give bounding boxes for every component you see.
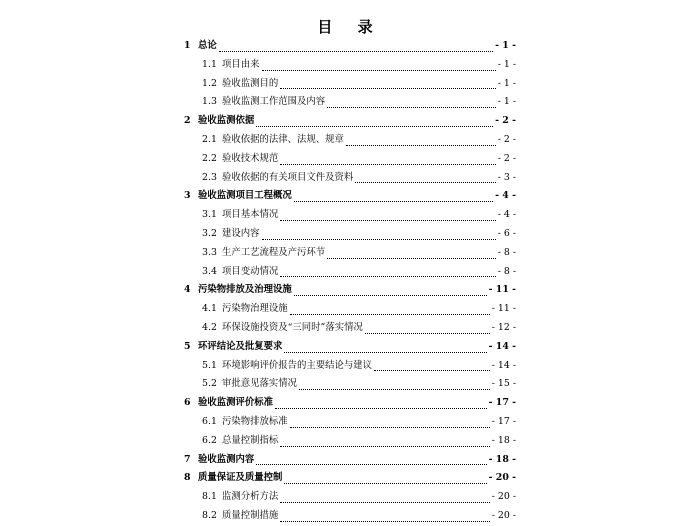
toc-section-entry[interactable] [184, 75, 516, 94]
toc-dot-leader [365, 333, 490, 334]
toc-dot-leader [280, 502, 490, 503]
toc-entry-number: 1.2 [202, 77, 217, 89]
toc-entry-page: - 12 - [491, 321, 516, 333]
toc-section-entry[interactable] [184, 206, 516, 225]
toc-title: 目 录 [317, 18, 383, 36]
toc-chapter-entry[interactable] [184, 112, 516, 131]
toc-entry-page: - 1 - [497, 58, 516, 70]
toc-dot-leader [262, 70, 496, 71]
toc-entry-number: 6.2 [202, 434, 217, 446]
toc-entry-page: - 11 - [488, 284, 516, 296]
toc-entry-title: 验收监测工作范围及内容 [222, 96, 326, 108]
toc-entry-number: 2 [184, 115, 191, 127]
toc-section-entry[interactable] [184, 357, 516, 376]
toc-entry-title: 项目基本情况 [222, 209, 279, 221]
toc-entry-page: - 20 - [491, 491, 516, 503]
toc-entry-number: 3.3 [202, 246, 217, 258]
toc-dot-leader [355, 182, 495, 183]
toc-dot-leader [219, 51, 493, 52]
toc-section-entry[interactable] [184, 319, 516, 338]
toc-section-entry[interactable] [184, 225, 516, 244]
toc-dot-leader [299, 389, 490, 390]
toc-entry-page: - 2 - [497, 133, 516, 145]
toc-chapter-entry[interactable] [184, 281, 516, 300]
toc-entry-number: 2.2 [202, 152, 217, 164]
toc-dot-leader [346, 145, 496, 146]
toc-section-entry[interactable] [184, 169, 516, 188]
toc-entry-page: - 1 - [497, 96, 516, 108]
toc-entry-title: 验收依据的法律、法规、规章 [222, 133, 344, 145]
toc-entry-title: 项目变动情况 [222, 265, 279, 277]
toc-section-entry[interactable] [184, 375, 516, 394]
toc-entry-page: - 1 - [495, 40, 516, 51]
toc-entry-number: 7 [184, 453, 191, 465]
toc-entry-title: 验收监测内容 [198, 453, 255, 465]
toc-entry-page: - 14 - [488, 340, 516, 352]
toc-entry-page: - 20 - [488, 472, 516, 484]
toc-section-entry[interactable] [184, 507, 516, 526]
toc-entry-title: 生产工艺流程及产污环节 [222, 246, 326, 258]
toc-dot-leader [290, 314, 490, 315]
toc-section-entry[interactable] [184, 131, 516, 150]
toc-entry-number: 5 [184, 340, 191, 352]
toc-entry-title: 验收监测依据 [198, 115, 255, 127]
toc-section-entry[interactable] [184, 93, 516, 112]
toc-section-entry[interactable] [184, 244, 516, 263]
toc-entry-number: 1.3 [202, 96, 217, 108]
toc-dot-leader [262, 239, 496, 240]
toc-dot-leader [327, 258, 496, 259]
toc-entry-page: - 1 - [497, 77, 516, 89]
toc-entry-title: 质量保证及质量控制 [198, 472, 283, 484]
toc-entry-title: 验收依据的有关项目文件及资料 [222, 171, 354, 183]
toc-entry-page: - 8 - [497, 246, 516, 258]
toc-entry-number: 4 [184, 284, 191, 296]
toc-entry-title: 污染物排放及治理设施 [198, 284, 292, 296]
toc-entry-title: 总量控制指标 [222, 434, 279, 446]
toc-entry-number: 2.1 [202, 133, 217, 145]
toc-entry-title: 污染物排放标准 [222, 415, 288, 427]
toc-dot-leader [294, 295, 487, 296]
toc-entry-page: - 11 - [491, 303, 516, 315]
toc-entry-page: - 4 - [495, 190, 516, 202]
toc-section-entry[interactable] [184, 150, 516, 169]
toc-entry-page: - 14 - [491, 359, 516, 371]
toc-entry-title: 环评结论及批复要求 [198, 340, 283, 352]
toc-entry-number: 3.4 [202, 265, 217, 277]
toc-dot-leader [280, 88, 495, 89]
toc-dot-leader [256, 464, 486, 465]
toc-entry-page: - 4 - [497, 209, 516, 221]
toc-dot-leader [280, 276, 495, 277]
toc-section-entry[interactable] [184, 300, 516, 319]
toc-entry-page: - 2 - [495, 115, 516, 127]
toc-chapter-entry[interactable] [184, 187, 516, 206]
toc-section-entry[interactable] [184, 56, 516, 75]
toc-entry-number: 8 [184, 472, 191, 484]
toc-entry-page: - 8 - [497, 265, 516, 277]
toc-entry-title: 验收监测评价标准 [198, 397, 274, 409]
toc-dot-leader [280, 220, 495, 221]
toc-dot-leader [327, 107, 496, 108]
toc-entry-number: 1 [184, 40, 191, 51]
toc-entry-page: - 15 - [491, 378, 516, 390]
toc-entry-number: 3 [184, 190, 191, 202]
toc-entry-title: 环境影响评价报告的主要结论与建议 [222, 359, 373, 371]
toc-entry-title: 项目由来 [222, 58, 260, 70]
toc-entry-page: - 17 - [488, 397, 516, 409]
toc-entry-page: - 2 - [497, 152, 516, 164]
toc-entry-page: - 17 - [491, 415, 516, 427]
toc-entry-page: - 20 - [491, 509, 516, 521]
toc-entry-title: 验收监测项目工程概况 [198, 190, 292, 202]
toc-entry-number: 5.1 [202, 359, 217, 371]
toc-section-entry[interactable] [184, 488, 516, 507]
toc-entry-number: 3.2 [202, 227, 217, 239]
toc-entry-number: 8.1 [202, 491, 217, 503]
toc-dot-leader [275, 408, 487, 409]
toc-section-entry[interactable] [184, 413, 516, 432]
toc-entry-page: - 18 - [491, 434, 516, 446]
toc-chapter-entry[interactable] [184, 37, 516, 56]
toc-entry-title: 审批意见落实情况 [222, 378, 298, 390]
toc-chapter-entry[interactable] [184, 394, 516, 413]
toc-entry-number: 2.3 [202, 171, 217, 183]
toc-entry-number: 6 [184, 397, 191, 409]
toc-chapter-entry[interactable] [184, 469, 516, 488]
toc-entry-title: 监测分析方法 [222, 491, 279, 503]
toc-dot-leader [284, 352, 486, 353]
toc-entry-number: 3.1 [202, 209, 217, 221]
toc-entry-page: - 18 - [488, 453, 516, 465]
toc-entry-title: 建设内容 [222, 227, 260, 239]
toc-entry-number: 6.1 [202, 415, 217, 427]
toc-entry-number: 4.2 [202, 321, 217, 333]
toc-dot-leader [280, 164, 495, 165]
toc-dot-leader [374, 370, 490, 371]
toc-entry-title: 环保设施投资及“三同时”落实情况 [222, 321, 363, 333]
toc-dot-leader [294, 201, 493, 202]
table-of-contents [184, 37, 516, 526]
toc-section-entry[interactable] [184, 263, 516, 282]
toc-entry-number: 5.2 [202, 378, 217, 390]
toc-entry-title: 污染物治理设施 [222, 303, 288, 315]
toc-entry-title: 验收技术规范 [222, 152, 279, 164]
toc-entry-number: 1.1 [202, 58, 217, 70]
toc-entry-number: 4.1 [202, 303, 217, 315]
toc-section-entry[interactable] [184, 432, 516, 451]
toc-chapter-entry[interactable] [184, 338, 516, 357]
toc-dot-leader [290, 427, 490, 428]
toc-dot-leader [280, 446, 490, 447]
toc-entry-page: - 3 - [497, 171, 516, 183]
toc-entry-title: 验收监测目的 [222, 77, 279, 89]
toc-entry-page: - 6 - [497, 227, 516, 239]
toc-chapter-entry[interactable] [184, 451, 516, 470]
toc-entry-title: 质量控制措施 [222, 509, 279, 521]
toc-dot-leader [284, 483, 486, 484]
toc-dot-leader [280, 521, 490, 522]
toc-entry-number: 8.2 [202, 509, 217, 521]
toc-dot-leader [256, 126, 493, 127]
toc-entry-title: 总论 [198, 40, 217, 51]
